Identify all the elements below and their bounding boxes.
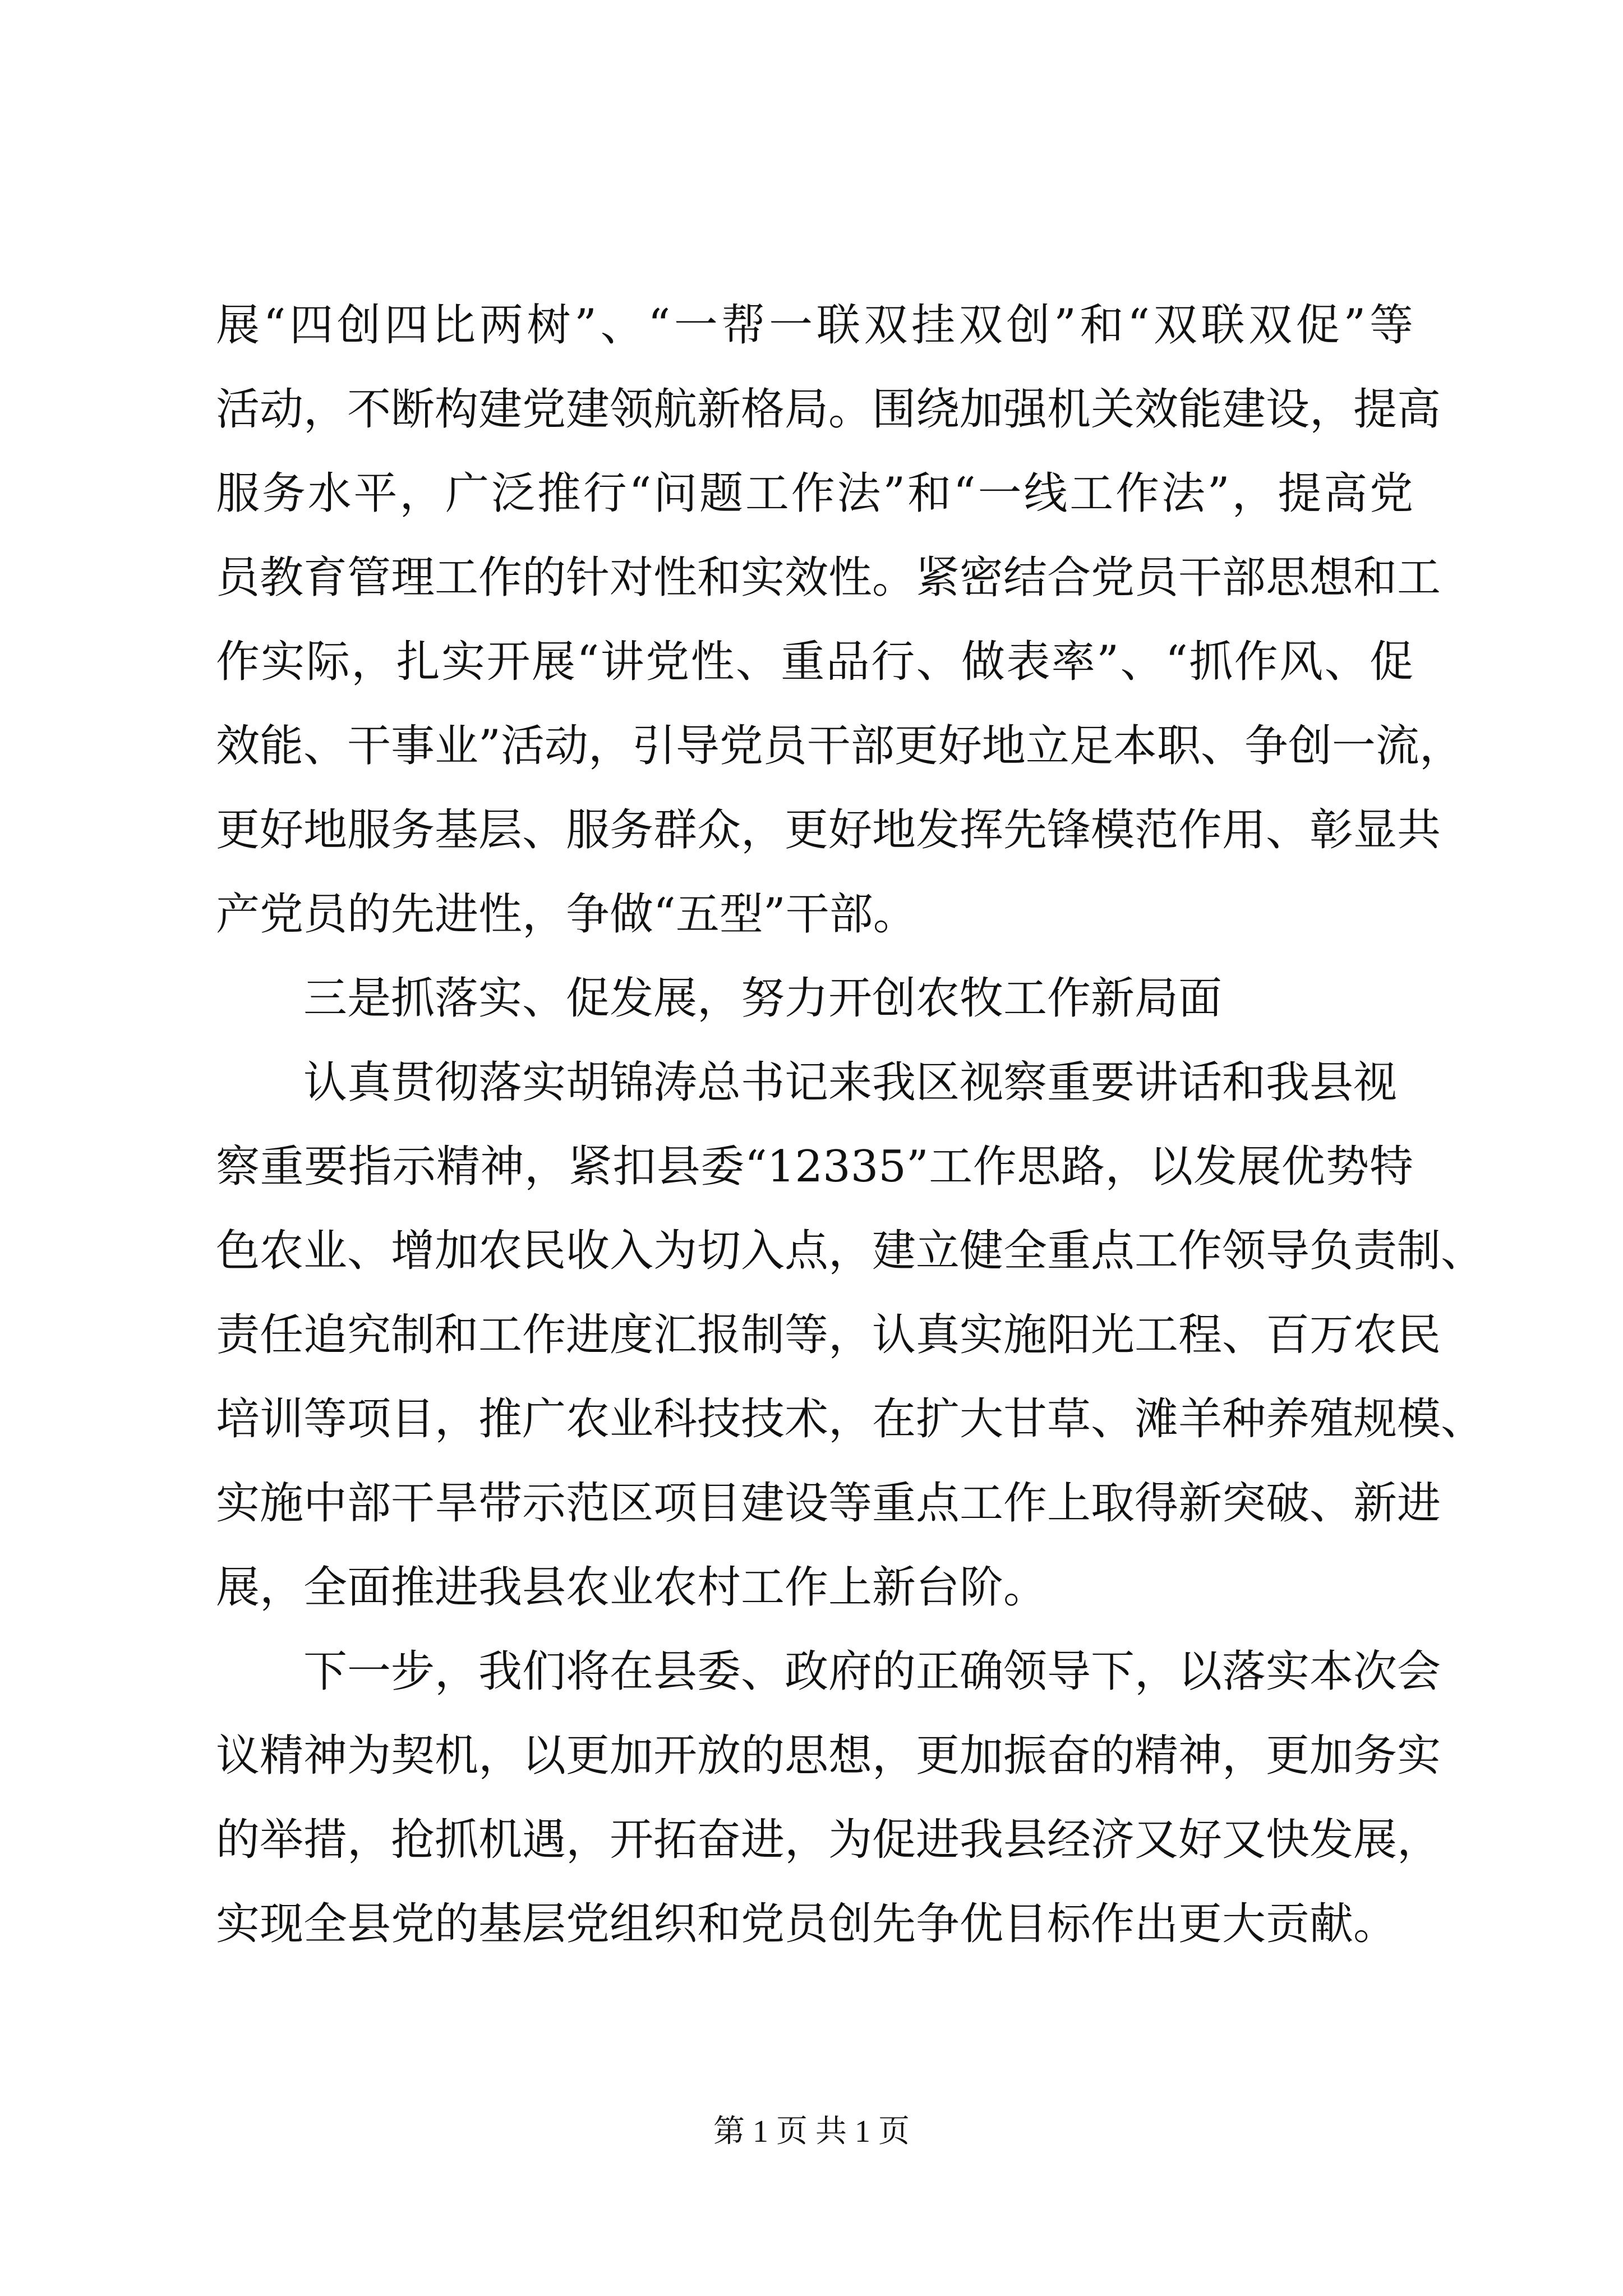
body-line-10: 认真贯彻落实胡锦涛总书记来我区视察重要讲话和我县视 <box>303 1057 1398 1108</box>
body-line-7: 更好地服务基层、服务群众，更好地发挥先锋模范作用、彰显共 <box>216 805 1441 855</box>
body-line-15: 实施中部干旱带示范区项目建设等重点工作上取得新突破、新进 <box>216 1478 1441 1529</box>
body-line-8: 产党员的先进性，争做“五型”干部。 <box>216 889 917 940</box>
body-line-4: 员教育管理工作的针对性和实效性。紧密结合党员干部思想和工 <box>216 553 1441 603</box>
body-line-19: 的举措，抢抓机遇，开拓奋进，为促进我县经济又好又快发展， <box>216 1815 1441 1865</box>
body-line-12: 色农业、增加农民收入为切入点，建立健全重点工作领导负责制、 <box>216 1226 1485 1276</box>
body-line-3: 服务水平，广泛推行“问题工作法”和“一线工作法”，提高党 <box>216 468 1413 519</box>
section-heading: 三是抓落实、促发展，努力开创农牧工作新局面 <box>303 973 1223 1024</box>
body-line-6: 效能、干事业”活动，引导党员干部更好地立足本职、争创一流， <box>216 721 1463 771</box>
body-line-16: 展，全面推进我县农业农村工作上新台阶。 <box>216 1562 1048 1613</box>
body-line-20: 实现全县党的基层党组织和党员创先争优目标作出更大贡献。 <box>216 1899 1398 1949</box>
body-line-18: 议精神为契机，以更加开放的思想，更加振奋的精神，更加务实 <box>216 1731 1441 1781</box>
body-line-13: 责任追究制和工作进度汇报制等，认真实施阳光工程、百万农民 <box>216 1310 1441 1360</box>
body-line-11: 察重要指示精神，紧扣县委“12335”工作思路，以发展优势特 <box>216 1142 1413 1192</box>
body-line-2: 活动，不断构建党建领航新格局。围绕加强机关效能建设，提高 <box>216 384 1441 435</box>
body-line-5: 作实际，扎实开展“讲党性、重品行、做表率”、“抓作风、促 <box>216 637 1413 687</box>
body-line-17: 下一步，我们将在县委、政府的正确领导下，以落实本次会 <box>303 1646 1441 1697</box>
body-line-14: 培训等项目，推广农业科技技术，在扩大甘草、滩羊种养殖规模、 <box>216 1394 1485 1444</box>
page-footer: 第 1 页 共 1 页 <box>713 2114 910 2149</box>
body-line-1: 展“四创四比两树”、“一帮一联双挂双创”和“双联双促”等 <box>216 300 1413 351</box>
